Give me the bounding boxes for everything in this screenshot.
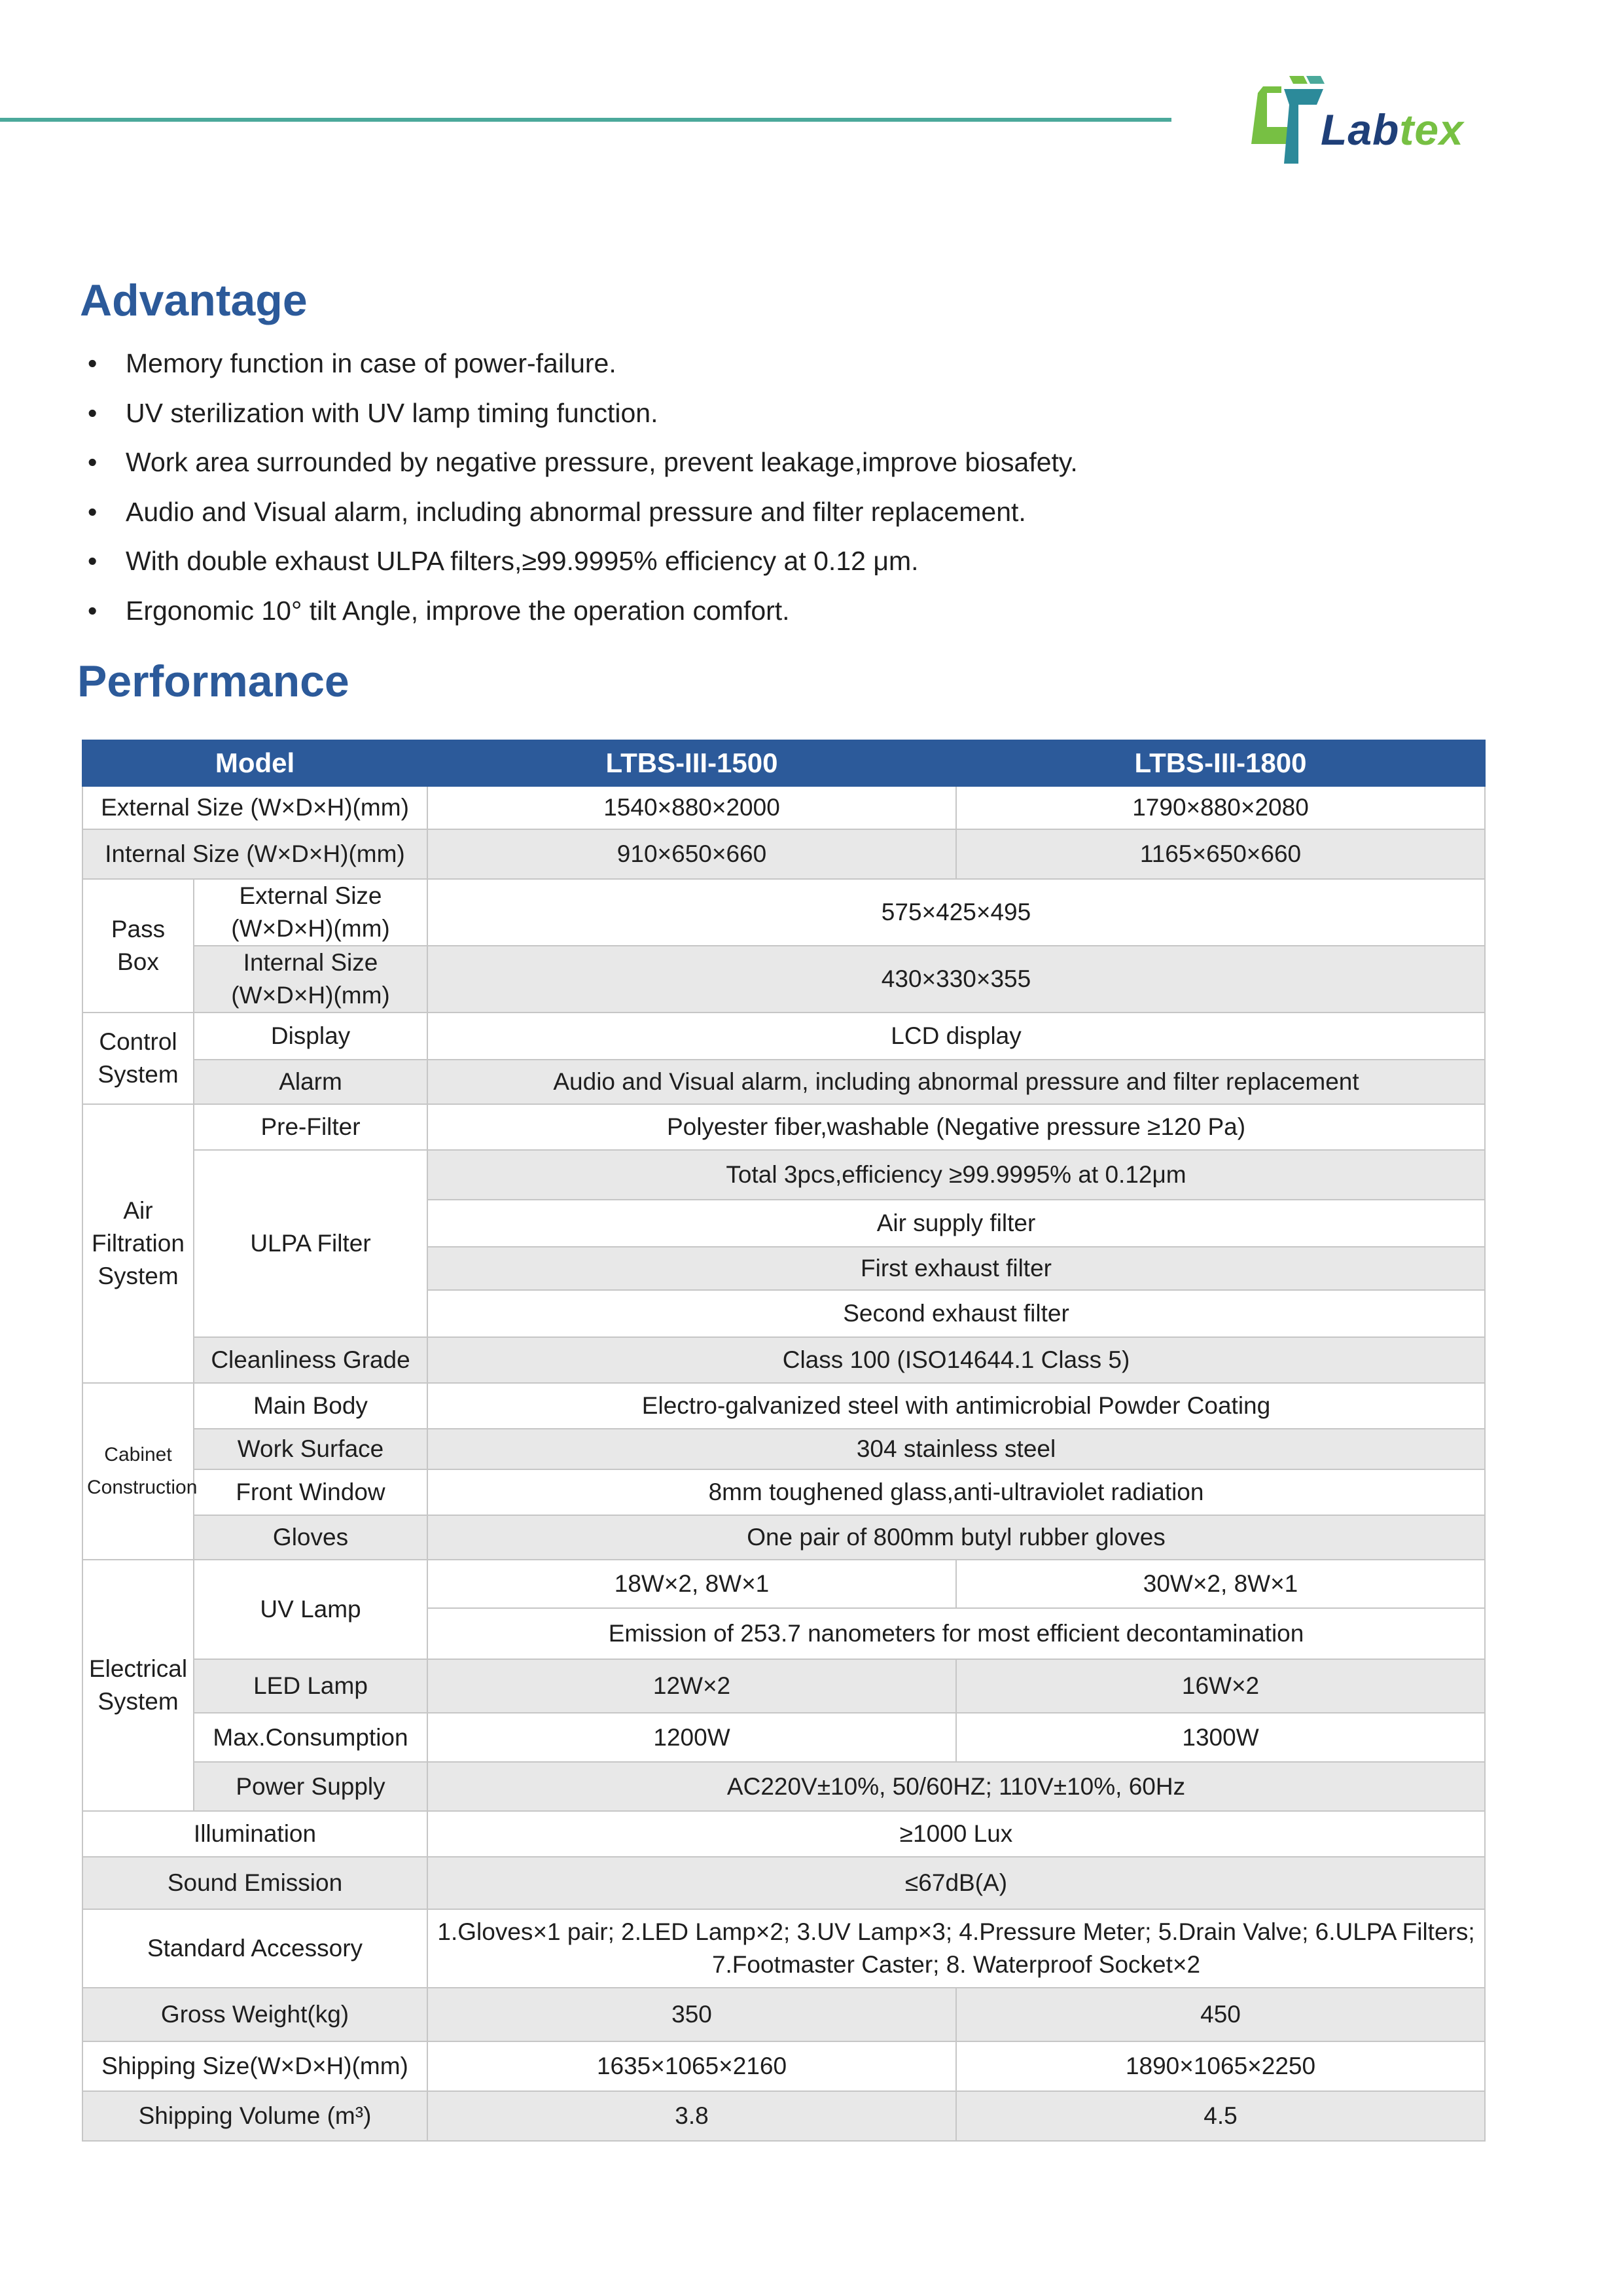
table-row [82,1104,1485,1150]
cleanliness-value: Class 100 (ISO14644.1 Class 5) [427,1337,1485,1383]
accessory-label: Standard Accessory [82,1909,427,1988]
external-size-m1: 1540×880×2000 [427,786,956,829]
list-item: • Work area surrounded by negative pressure, prevent leakage,improve biosafety. [88,447,1078,477]
max-consumption-m1: 1200W [427,1713,956,1762]
pre-filter-value: Polyester fiber,washable (Negative pressure ≥120 Pa) [427,1104,1485,1150]
table-row [82,1469,1485,1515]
pass-box-group: Pass Box [82,879,194,1013]
table-row [82,2041,1485,2091]
electrical-group: Electrical System [82,1560,194,1811]
list-item: • Memory function in case of power-failure. [88,348,616,378]
display-label: Display [194,1013,427,1060]
gross-weight-label: Gross Weight(kg) [82,1988,427,2041]
performance-title: Performance [77,656,349,706]
table-row [82,1013,1485,1060]
ulpa-filter-value: Total 3pcs,efficiency ≥99.9995% at 0.12μm [427,1150,1485,1200]
table-row [82,1150,1485,1200]
display-value: LCD display [427,1013,1485,1060]
table-row [82,1909,1485,1988]
alarm-value: Audio and Visual alarm, including abnormal pressure and filter replacement [427,1060,1485,1104]
cabinet-group: Cabinet Construction [82,1383,194,1560]
shipping-size-m2: 1890×1065×2250 [956,2041,1485,2091]
gross-weight-m1: 350 [427,1988,956,2041]
table-row [82,946,1485,1013]
table-row [82,1060,1485,1104]
table-row [82,1811,1485,1857]
front-window-value: 8mm toughened glass,anti-ultraviolet radiation [427,1469,1485,1515]
ulpa-filter-value: Air supply filter [427,1200,1485,1247]
accessory-value: 1.Gloves×1 pair; 2.LED Lamp×2; 3.UV Lamp×3; 4.Pressure Meter; 5.Drain Valve; 6.ULPA Filters; 7.Footmaster Caster; 8. Waterproof Socket×2 [427,1909,1485,1988]
pass-box-internal-label: Internal Size (W×D×H)(mm) [194,946,427,1013]
table-row [82,1337,1485,1383]
ulpa-filter-label: ULPA Filter [194,1150,427,1337]
table-header-row [82,740,1485,786]
cleanliness-label: Cleanliness Grade [194,1337,427,1383]
shipping-size-m1: 1635×1065×2160 [427,2041,956,2091]
table-row [82,1988,1485,2041]
ulpa-filter-value: Second exhaust filter [427,1290,1485,1337]
table-row [82,879,1485,946]
advantage-title: Advantage [80,276,308,325]
max-consumption-label: Max.Consumption [194,1713,427,1762]
led-lamp-label: LED Lamp [194,1659,427,1713]
pass-box-external-label: External Size (W×D×H)(mm) [194,879,427,946]
table-row [82,1713,1485,1762]
table-row [82,1383,1485,1429]
logo-wordmark: Labtex [1321,105,1464,154]
model-header: Model [82,740,427,786]
uv-lamp-label: UV Lamp [194,1560,427,1659]
gloves-value: One pair of 800mm butyl rubber gloves [427,1515,1485,1560]
table-row [82,1659,1485,1713]
control-system-group: Control System [82,1013,194,1104]
internal-size-m1: 910×650×660 [427,829,956,879]
gross-weight-m2: 450 [956,1988,1485,2041]
gloves-label: Gloves [194,1515,427,1560]
main-body-label: Main Body [194,1383,427,1429]
uv-lamp-note: Emission of 253.7 nanometers for most efficient decontamination [427,1608,1485,1659]
list-item: • Audio and Visual alarm, including abnormal pressure and filter replacement. [88,496,1026,527]
table-row [82,1429,1485,1469]
pre-filter-label: Pre-Filter [194,1104,427,1150]
internal-size-label: Internal Size (W×D×H)(mm) [82,829,427,879]
uv-lamp-m2: 30W×2, 8W×1 [956,1560,1485,1608]
list-item: • UV sterilization with UV lamp timing function. [88,397,658,428]
table-row [82,1857,1485,1909]
shipping-volume-m2: 4.5 [956,2091,1485,2141]
front-window-label: Front Window [194,1469,427,1515]
logo-mark-icon [1243,72,1329,170]
table-row [82,829,1485,879]
table-row [82,1515,1485,1560]
power-supply-value: AC220V±10%, 50/60HZ; 110V±10%, 60Hz [427,1762,1485,1811]
sound-label: Sound Emission [82,1857,427,1909]
performance-table [82,740,1486,2142]
shipping-volume-m1: 3.8 [427,2091,956,2141]
list-item: • With double exhaust ULPA filters,≥99.9995% efficiency at 0.12 μm. [88,546,919,576]
max-consumption-m2: 1300W [956,1713,1485,1762]
list-item: • Ergonomic 10° tilt Angle, improve the operation comfort. [88,595,790,626]
air-filtration-group: Air Filtration System [82,1104,194,1383]
shipping-size-label: Shipping Size(W×D×H)(mm) [82,2041,427,2091]
model-1-header: LTBS-III-1500 [427,740,956,786]
table-row [82,1560,1485,1608]
work-surface-label: Work Surface [194,1429,427,1469]
external-size-label: External Size (W×D×H)(mm) [82,786,427,829]
ulpa-filter-value: First exhaust filter [427,1247,1485,1290]
led-lamp-m1: 12W×2 [427,1659,956,1713]
internal-size-m2: 1165×650×660 [956,829,1485,879]
led-lamp-m2: 16W×2 [956,1659,1485,1713]
pass-box-external-value: 575×425×495 [427,879,1485,946]
work-surface-value: 304 stainless steel [427,1429,1485,1469]
illumination-label: Illumination [82,1811,427,1857]
advantage-list [85,347,1078,643]
table-row [82,786,1485,829]
power-supply-label: Power Supply [194,1762,427,1811]
model-2-header: LTBS-III-1800 [956,740,1485,786]
main-body-value: Electro-galvanized steel with antimicrobial Powder Coating [427,1383,1485,1429]
illumination-value: ≥1000 Lux [427,1811,1485,1857]
table-row [82,1762,1485,1811]
pass-box-internal-value: 430×330×355 [427,946,1485,1013]
external-size-m2: 1790×880×2080 [956,786,1485,829]
brand-logo [1243,72,1492,170]
shipping-volume-label: Shipping Volume (m³) [82,2091,427,2141]
header-rule [0,118,1171,122]
table-row [82,2091,1485,2141]
uv-lamp-m1: 18W×2, 8W×1 [427,1560,956,1608]
alarm-label: Alarm [194,1060,427,1104]
sound-value: ≤67dB(A) [427,1857,1485,1909]
